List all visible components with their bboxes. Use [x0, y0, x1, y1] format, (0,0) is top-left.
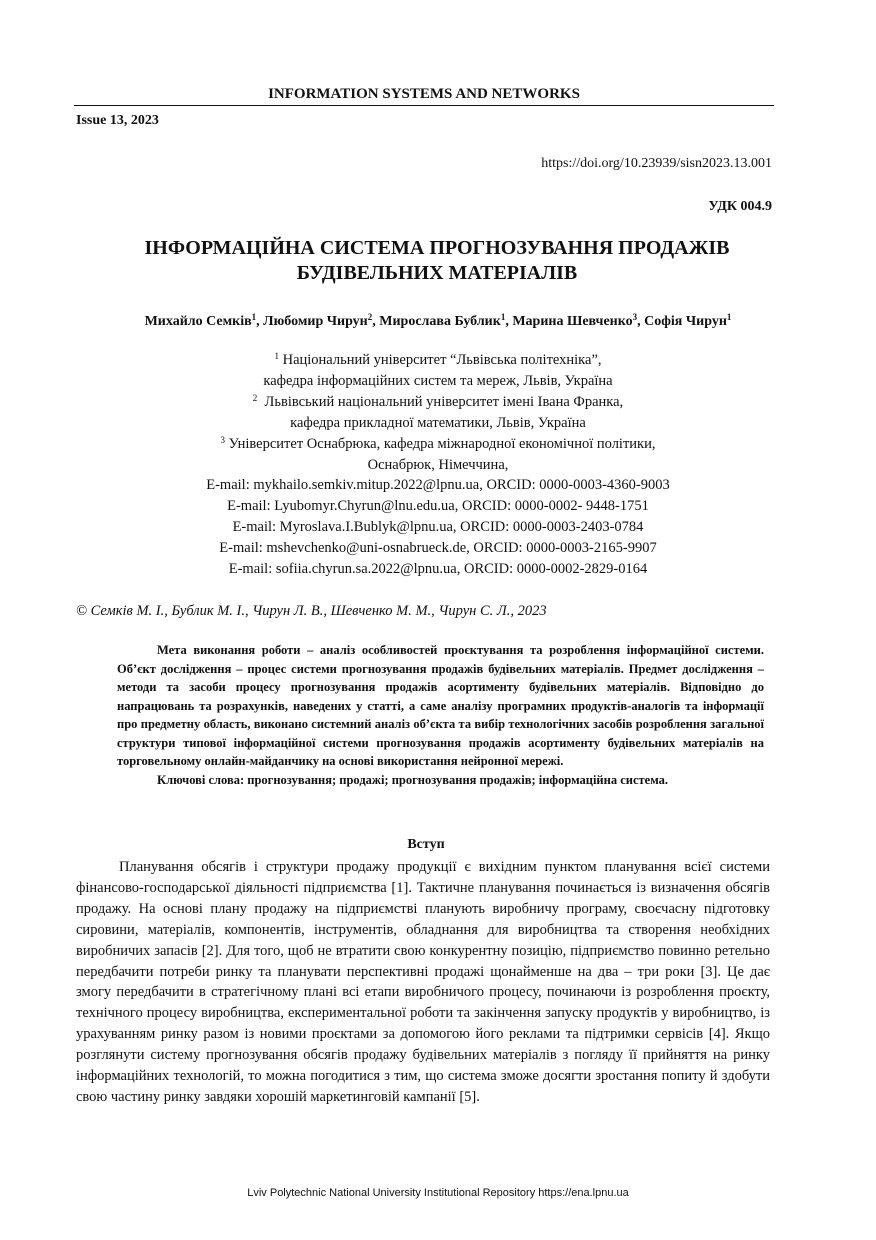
- abstract: [117, 641, 764, 789]
- author-list: [60, 314, 816, 330]
- intro-body: [76, 857, 770, 1108]
- issue-label: Issue 13, 2023: [76, 113, 159, 128]
- author: Марина Шевченко$^3$,: [512, 312, 645, 329]
- intro-paragraph: Планування обсягів і структури продажу продукції є вихідним пунктом планування всієї системи фінансово-господарської діяльності підприємства [1]. Тактичне планування починається із визначення обсягів продажу. На основі плану продажу на підприємстві планують виробничу програму, своєчасну підготовку сировини, матеріалів, компонентів, інструментів, обладнання для виробництва та створення необхідних виробничих запасів [2]. Для того, щоб не втратити свою конкурентну позицію, підприємство повинно ретельно передбачити потреби ринку та планувати перспективні продажі щонайменше на два – три роки [3]. Це дає змогу передбачити в стратегічному плані всі етапи виробничого процесу, починаючи із розроблення проєкту, технічного процесу виробництва, експериментальної роботи та закінчення запуску продуктів у виробництво, із урахуванням ринку разом із новими проєктами за допомогою його реклами та підтримки сервісів [4]. Якщо розглянути систему прогнозування обсягів продажу будівельних матеріалів з погляду її прийняття на ринку інформаційних технологій, то можна погодитися з тим, що система зможе досягти зростання попиту й здобути свою частину ринку завдяки хорошій маркетинговій кампанії [5].: [76, 859, 770, 1105]
- affiliation-line: $^2$ Львівський національний університет імені Івана Франка,: [252, 392, 624, 410]
- author: Мирослава Бублик$^1$,: [379, 312, 513, 329]
- contact-line: E-mail: sofiia.chyrun.sa.2022@lpnu.ua, ORCID: 0000-0002-2829-0164: [228, 561, 648, 578]
- author: Михайло Семків$^1$,: [144, 312, 264, 329]
- author: Софія Чирун$^1$: [644, 312, 732, 329]
- contact-line: E-mail: mshevchenko@uni-osnabrueck.de, ORCID: 0000-0003-2165-9907: [219, 540, 657, 557]
- keywords: Ключові слова: прогнозування; продажі; прогнозування продажів; інформаційна система.: [157, 772, 669, 787]
- udk-code: УДК 004.9: [708, 199, 772, 214]
- contact-line: E-mail: Lyubomyr.Chyrun@lnu.edu.ua, ORCID: 0000-0002- 9448-1751: [227, 498, 649, 515]
- author: Любомир Чирун$^2$,: [263, 312, 380, 329]
- section-heading: Вступ: [407, 837, 445, 852]
- contact-line: E-mail: Myroslava.I.Bublyk@lpnu.ua, ORCID: 0000-0003-2403-0784: [232, 519, 644, 536]
- contact-line: E-mail: mykhailo.semkiv.mitup.2022@lpnu.ua, ORCID: 0000-0003-4360-9003: [206, 477, 670, 494]
- abstract-text: Мета виконання роботи – аналіз особливостей проєктування та розроблення інформаційної системи. Об’єкт дослідження – процес системи прогнозування продажів будівельних матеріалів. Предмет дослідження – методи та засоби процесу прогнозування продажів асортименту будівельних матеріалів. Відповідно до напрацювань та розрахунків, наведених у статті, а саме аналізу програмних продуктів-аналогів та інформації про предметну область, виконано системний аналіз об’єкта та вибір технологічних засобів розроблення загальної структури типової інформаційної системи прогнозування продажів асортименту будівельних матеріалів на торговельному онлайн-майданчику на основі використання нейронної мережі.: [117, 643, 764, 768]
- title-line-1: ІНФОРМАЦІЙНА СИСТЕМА ПРОГНОЗУВАННЯ ПРОДАЖІВ: [144, 237, 730, 259]
- affiliation-line: Оснабрюк, Німеччина,: [367, 456, 509, 473]
- affiliation-line: $^3$ Університет Оснабрюка, кафедра міжнародної економічної політики,: [220, 434, 656, 452]
- doi-link[interactable]: https://doi.org/10.23939/sisn2023.13.001: [541, 156, 772, 171]
- affiliation-line: кафедра прикладної математики, Львів, Україна: [290, 414, 586, 431]
- affiliation-line: кафедра інформаційних систем та мереж, Львів, Україна: [263, 372, 613, 389]
- repository-footer: Lviv Polytechnic National University Institutional Repository https://ena.lpnu.ua: [247, 1187, 629, 1199]
- title-line-2: БУДІВЕЛЬНИХ МАТЕРІАЛІВ: [296, 262, 578, 284]
- copyright: © Семків М. І., Бублик М. І., Чирун Л. В., Шевченко М. М., Чирун С. Л., 2023: [76, 603, 547, 619]
- journal-name: INFORMATION SYSTEMS AND NETWORKS: [268, 86, 580, 102]
- paper-title: [74, 236, 800, 286]
- header-rule: [74, 105, 774, 106]
- affiliations: [80, 350, 796, 580]
- affiliation-line: $^1$ Національний університет “Львівська політехніка”,: [274, 351, 602, 368]
